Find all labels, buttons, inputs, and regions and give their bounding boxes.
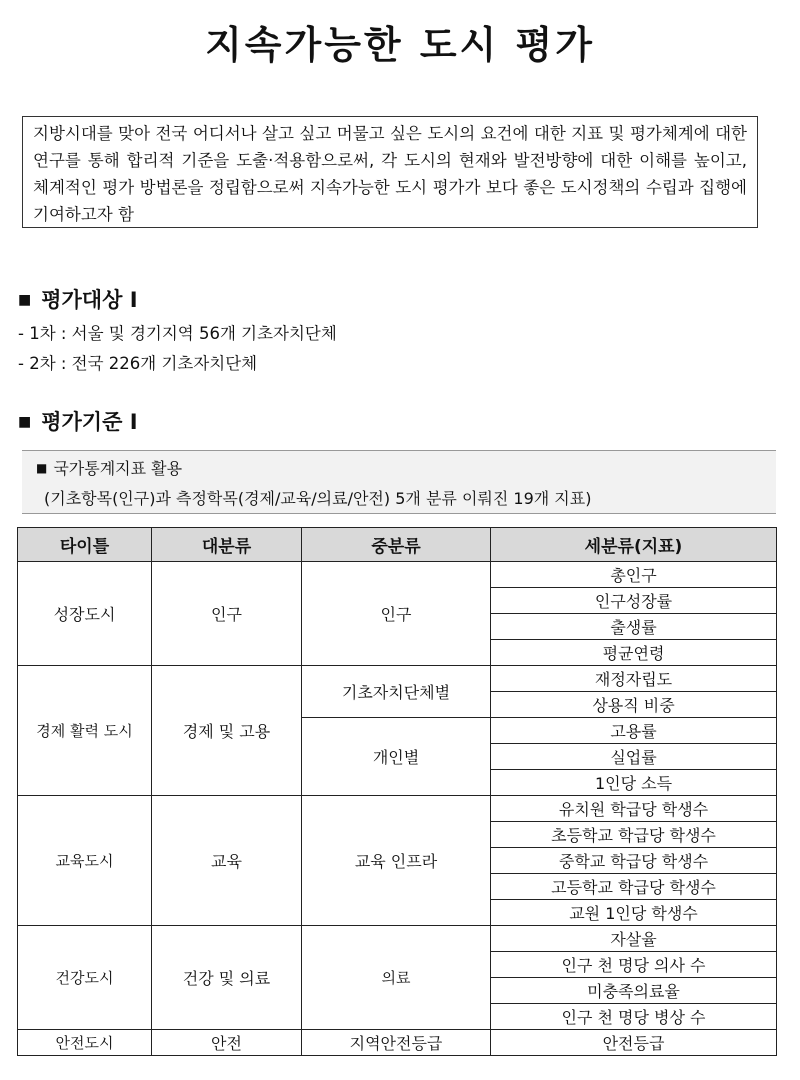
cell-indicator: 실업률 [491,744,777,770]
criteria-box-title: 국가통계지표 활용 [53,459,183,478]
square-bullet-icon: ■ [36,461,48,475]
square-bullet-icon: ■ [18,292,32,308]
indicator-table [17,527,777,1056]
table-header-row [18,528,777,562]
cell-indicator: 미충족의료율 [491,978,777,1004]
cell-title: 건강도시 [18,926,152,1030]
cell-indicator: 유치원 학급당 학생수 [491,796,777,822]
target-item: - 2차 : 전국 226개 기초자치단체 [18,354,258,373]
cell-major: 경제 및 고용 [152,666,302,796]
cell-indicator: 고용률 [491,718,777,744]
table-row [18,562,777,588]
criteria-heading [18,406,138,436]
cell-title: 교육도시 [18,796,152,926]
cell-mid: 인구 [302,562,491,666]
cell-indicator: 상용직 비중 [491,692,777,718]
criteria-box-desc: (기초항목(인구)과 측정학목(경제/교육/의료/안전) 5개 분류 이뤄진 19개 지표) [44,489,592,508]
table-row [18,796,777,822]
cell-indicator: 인구성장률 [491,588,777,614]
cell-indicator: 교원 1인당 학생수 [491,900,777,926]
cell-mid: 기초자치단체별 [302,666,491,718]
cell-indicator: 고등학교 학급당 학생수 [491,874,777,900]
cell-major: 인구 [152,562,302,666]
cell-indicator: 인구 천 명당 의사 수 [491,952,777,978]
header-indicator: 세분류(지표) [491,528,777,562]
square-bullet-icon: ■ [18,414,32,430]
cell-mid: 교육 인프라 [302,796,491,926]
header-mid: 중분류 [302,528,491,562]
cell-major: 건강 및 의료 [152,926,302,1030]
cell-major: 안전 [152,1030,302,1056]
header-title: 타이틀 [18,528,152,562]
cell-title: 성장도시 [18,562,152,666]
cell-major: 교육 [152,796,302,926]
cell-indicator: 총인구 [491,562,777,588]
target-item: - 1차 : 서울 및 경기지역 56개 기초자치단체 [18,324,337,343]
intro-paragraph: 지방시대를 맞아 전국 어디서나 살고 싶고 머물고 싶은 도시의 요건에 대한 지표 및 평가체계에 대한 연구를 통해 합리적 기준을 도출·적용함으로써, 각 도시의 현재와 발전방향에 대한 이해를 높이고, 체계적인 평가 방법론을 정립함으로써 지속가능한 도시 평가가 보다 좋은 도시정책의 수립과 집행에 기여하고자 함 [22,116,758,228]
criteria-box [22,450,776,514]
targets-heading-text: 평가대상 I [41,288,138,312]
targets-heading [18,284,138,314]
cell-indicator: 자살율 [491,926,777,952]
cell-indicator: 초등학교 학급당 학생수 [491,822,777,848]
cell-indicator: 재정자립도 [491,666,777,692]
cell-mid: 개인별 [302,718,491,796]
cell-indicator: 출생률 [491,614,777,640]
table-row [18,666,777,692]
cell-indicator: 중학교 학급당 학생수 [491,848,777,874]
cell-mid: 의료 [302,926,491,1030]
cell-indicator: 1인당 소득 [491,770,777,796]
cell-indicator: 평균연령 [491,640,777,666]
cell-mid: 지역안전등급 [302,1030,491,1056]
table-row [18,1030,777,1056]
page-title: 지속가능한 도시 평가 [205,23,595,67]
cell-indicator: 안전등급 [491,1030,777,1056]
cell-indicator: 인구 천 명당 병상 수 [491,1004,777,1030]
cell-title: 안전도시 [18,1030,152,1056]
header-major: 대분류 [152,528,302,562]
cell-title: 경제 활력 도시 [18,666,152,796]
table-row [18,926,777,952]
criteria-heading-text: 평가기준 I [41,410,138,434]
